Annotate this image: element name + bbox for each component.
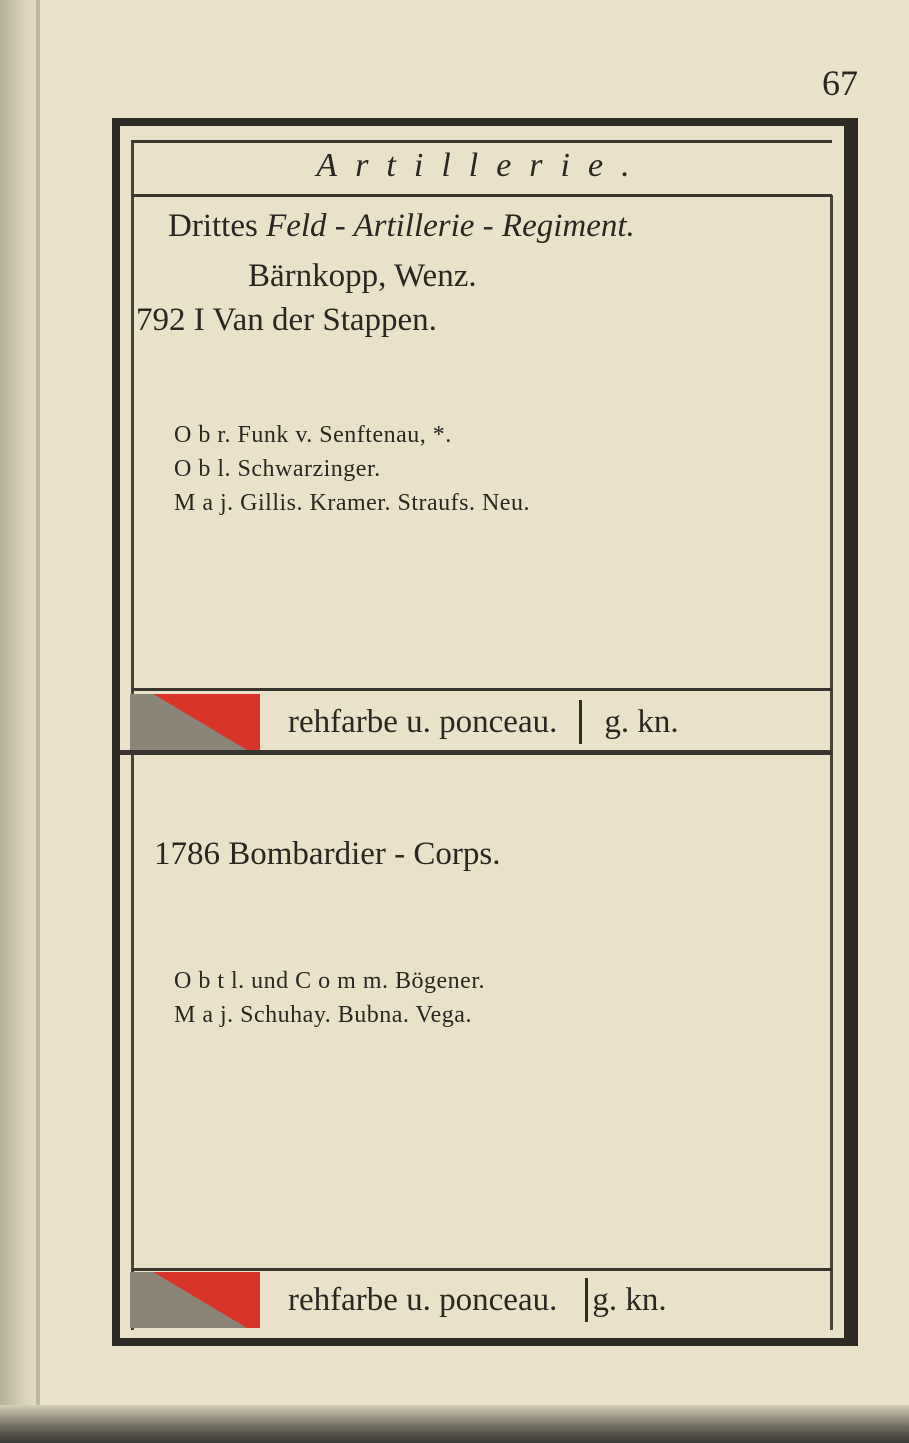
section1-flag-swatch <box>130 694 260 750</box>
inner-rule-right <box>830 195 833 1330</box>
section1-separator <box>579 700 582 744</box>
section1-officer-1: O b r. Funk v. Senftenau, *. <box>174 422 452 448</box>
frame-shadow <box>844 118 858 1346</box>
section1-officer-2: O b l. Schwarzinger. <box>174 456 381 482</box>
page-bottom-shadow <box>0 1405 909 1443</box>
section1-rule-above-flag <box>132 688 832 691</box>
page-gutter <box>0 0 38 1443</box>
page-title: Artillerie. <box>316 147 648 184</box>
rule-under-title <box>132 194 832 197</box>
section2-buttons: g. kn. <box>592 1281 667 1318</box>
section2-officer-1: O b t l. und C o m m. Bögener. <box>174 968 485 994</box>
gutter-fold <box>36 0 40 1443</box>
page-number: 67 <box>822 63 858 103</box>
section1-heading-italic: Feld - Artillerie - Regiment. <box>266 208 635 244</box>
section2-heading: 1786 Bombardier - Corps. <box>154 836 501 872</box>
section1-year-line: 792 I Van der Stappen. <box>136 302 437 338</box>
section1-facing-row <box>130 692 830 752</box>
section-divider <box>120 750 832 755</box>
section1-heading-prefix: Drittes <box>168 208 267 244</box>
section2-facing-row <box>130 1270 830 1330</box>
section2-flag-swatch <box>130 1272 260 1328</box>
section1-officer-3: M a j. Gillis. Kramer. Straufs. Neu. <box>174 490 530 516</box>
section2-officer-2: M a j. Schuhay. Bubna. Vega. <box>174 1002 472 1028</box>
section2-separator <box>585 1278 588 1322</box>
section1-heading <box>168 208 635 245</box>
section1-name-line: Bärnkopp, Wenz. <box>248 258 477 294</box>
section2-colors: rehfarbe u. ponceau. <box>288 1281 558 1318</box>
section1-colors: rehfarbe u. ponceau. <box>288 703 558 740</box>
section1-buttons: g. kn. <box>604 703 679 740</box>
